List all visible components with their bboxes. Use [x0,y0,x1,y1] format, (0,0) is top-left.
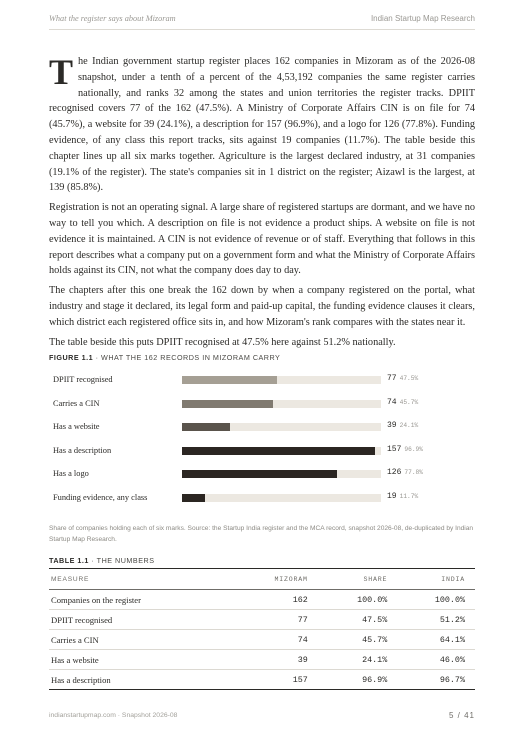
bar-category-label: Carries a CIN [53,398,100,408]
cell-india: 51.2% [397,610,475,630]
bar-percent: 96.9% [404,445,423,453]
table-title-text: · THE NUMBERS [88,556,155,565]
bar-count: 77 [387,374,397,383]
bar-value-label [387,492,418,501]
paragraph-2: Registration is not an operating signal. A large share of registered startups are dormant, and we have no way to tell you which. A description on file is not evidence a product ships. A website on file is not evidence it is maintained. A CIN is not evidence of revenue or of staff. Everything that follows in this report describes what a company put on a government form and what the Ministry of Corporate Affairs holds against its CIN, not what the company does day to day. [49,202,475,277]
bar [182,376,277,384]
table-header-row [49,569,475,590]
bar-value-label [387,468,423,477]
cell-measure: Companies on the register [49,590,238,610]
cell-share: 47.5% [318,610,397,630]
bar-value-label [387,421,418,430]
bar-percent: 24.1% [399,422,419,429]
running-header [49,14,475,28]
bar-track [182,400,381,408]
figure-title [49,353,280,362]
footer-site-snapshot: indianstartupmap.com · Snapshot 2026-08 [49,712,178,719]
header-chapter-title: What the register says about Mizoram [49,14,176,23]
bar-row [49,372,475,388]
bar-category-label: Has a website [53,422,100,431]
page-footer [49,712,475,719]
figure-caption: Share of companies holding each of six marks. Source: the Startup India register and the MCA record, snapshot 2026-08, de-duplicated by Indian Startup Map Research. [49,525,474,543]
cell-measure: Has a website [49,650,238,670]
cell-mizoram: 77 [238,610,318,630]
page-number: 5 / 41 [448,711,475,720]
table-row [49,630,475,650]
bar-percent: 77.8% [404,469,423,476]
table-row [49,670,475,690]
column-header-measure: MEASURE [49,569,238,590]
bar-value-label [387,445,423,454]
column-header-india: INDIA [397,569,475,590]
bar-count: 39 [387,421,397,430]
cell-measure: DPIIT recognised [49,610,238,630]
bar-category-label: DPIIT recognised [53,375,113,384]
paragraph-1-text: he Indian government startup register places 162 companies in Mizoram as of the 2026-08 snapshot, under a tenth of a percent of the 4,53,192 companies the same register carries nationally, and ranks 32 among the states and union territories the register tracks. DPIIT recognised covers 77 of the 162 (47.5%). A Ministry of Corporate Affairs CIN is on file for 74 (45.7%), a website for 39 (24.1%), a description for 157 (96.9%), and a logo for 126 (77.8%). Funding evidence, of any class this report tracks, sits against 19 companies (11.7%). The table beside this chapter lines up all six marks together. Agriculture is the largest declared industry, at 31 companies (19.1% of the register). The state's companies sit in 1 district on the register; Aizawl is the largest, at 139 (85.8%). [49,56,475,194]
bar-category-label: Has a description [53,445,112,455]
bar-percent: 11.7% [399,492,419,500]
drop-cap: T [49,52,74,92]
bar-count: 19 [387,491,397,501]
bar [182,494,205,502]
bar-row [49,490,475,506]
bar-track [182,470,381,478]
cell-mizoram: 162 [238,590,318,610]
header-rule [49,29,475,30]
table-row [49,610,475,630]
bar-row [49,419,475,435]
bar-row [49,396,475,412]
bar-count: 157 [387,444,402,454]
figure-title-text: · WHAT THE 162 RECORDS IN MIZORAM CARRY [93,353,281,362]
cell-share: 45.7% [318,630,397,650]
table-row [49,590,475,610]
bar-count: 74 [387,397,397,407]
bar-percent: 47.5% [399,375,419,382]
cell-share: 24.1% [318,650,397,670]
paragraph-3: The chapters after this one break the 162 down by when a company registered on the portal, what industry and stage it declared, its legal form and paid-up capital, the funding evidence clauses it clears, which district each registered office sits in, and how Mizoram's rank compares with the states near it. [49,285,475,328]
cell-india: 64.1% [397,630,475,650]
bar-value-label [387,398,418,407]
cell-india: 96.7% [397,670,475,690]
bar-row [49,443,475,459]
cell-mizoram: 39 [238,650,318,670]
table-label: TABLE 1.1 [49,556,89,565]
cell-mizoram: 157 [238,670,318,690]
cell-india: 46.0% [397,650,475,670]
cell-mizoram: 74 [238,630,318,650]
bar-track [182,376,381,384]
bar [182,447,375,455]
header-publication-name: Indian Startup Map Research [370,14,475,23]
cell-measure: Carries a CIN [49,630,238,650]
bar [182,423,230,431]
bar-value-label [387,374,418,383]
body-text [49,54,475,354]
bar-track [182,494,381,502]
paragraph-4: The table beside this puts DPIIT recognised at 47.5% here against 51.2% nationally. [49,336,396,348]
bar-category-label: Funding evidence, any class [53,492,148,502]
bar-row [49,466,475,482]
cell-india: 100.0% [397,590,475,610]
cell-share: 96.9% [318,670,397,690]
bar-category-label: Has a logo [53,469,89,478]
bar-percent: 45.7% [399,398,419,406]
table-row [49,650,475,670]
bar-chart [49,372,475,517]
figure-label: FIGURE 1.1 [49,353,94,362]
cell-measure: Has a description [49,670,238,690]
bar-count: 126 [387,468,402,477]
bar [182,400,273,408]
bar-track [182,447,381,455]
bar-track [182,423,381,431]
bar [182,470,337,478]
paragraph-1 [49,54,475,196]
column-header-mizoram: MIZORAM [238,569,318,590]
cell-share: 100.0% [318,590,397,610]
table-title [49,556,155,565]
column-header-share: SHARE [318,569,397,590]
numbers-table [49,568,475,690]
